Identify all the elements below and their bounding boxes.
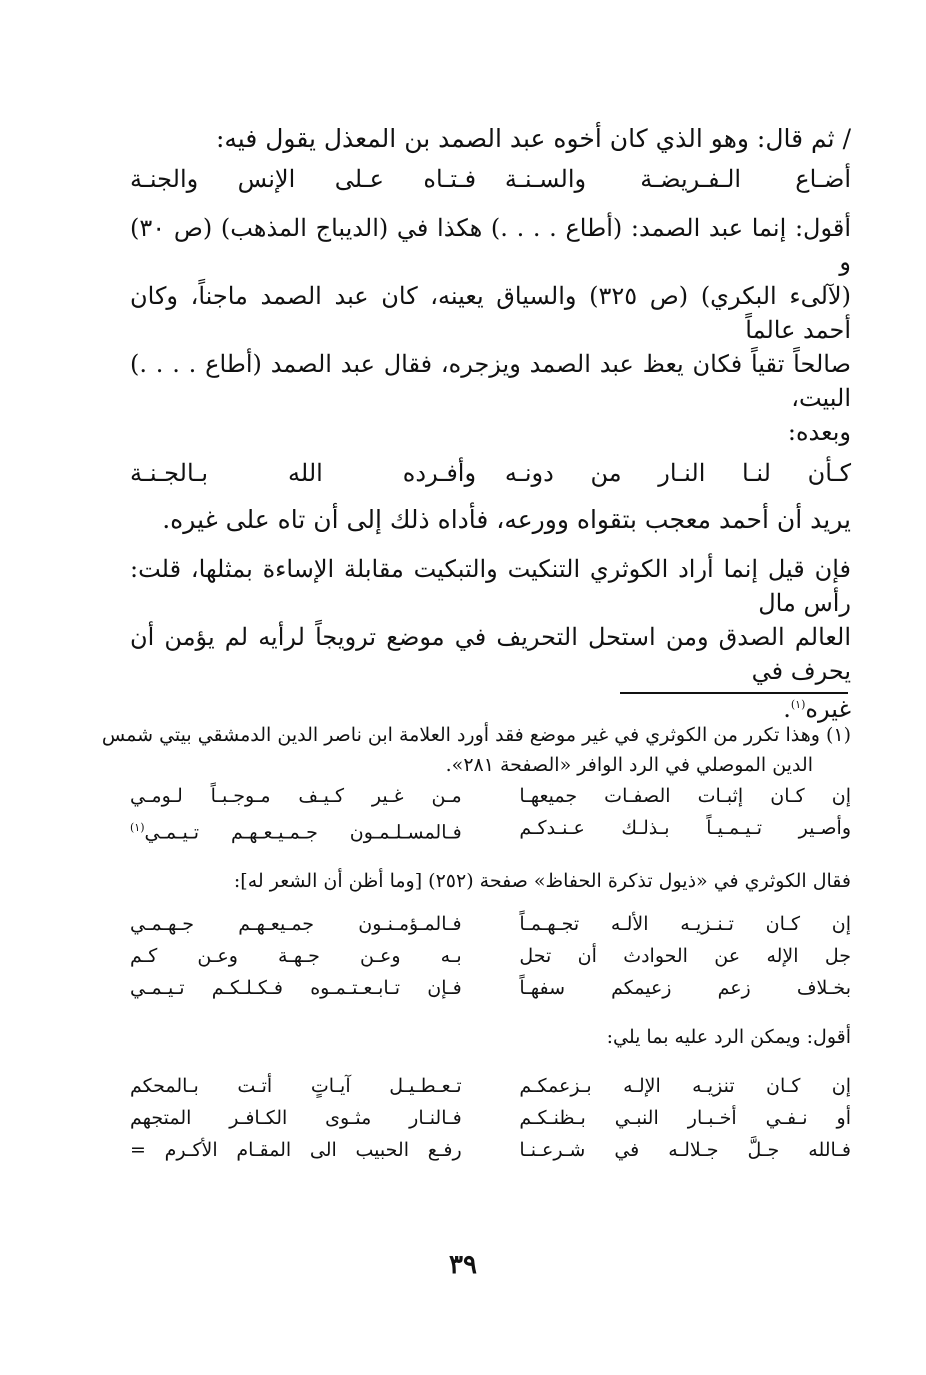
verse-left-hemistich: بـه وعـن جـهـة وعـن كـم: [130, 945, 462, 968]
intro-line: / ثم قال: وهو الذي كان أخوه عبد الصمد بن المعذل يقول فيه:: [215, 124, 851, 153]
verse-left-hemistich: فـالمـؤمـنـون جمـيعـهـم جـهـمـي: [130, 913, 462, 936]
paragraph-line: (لآلىء البكري) (ص ٣٢٥) والسياق يعينه، كان عبد الصمد ماجناً، وكان أحمد عالماً: [130, 282, 851, 344]
verse-right-hemistich: إن كـان تنزيـه الإلـه بـزعمكـم: [519, 1075, 851, 1098]
footnote-line: (١) وهذا تكرر من الكوثري في غير موضع فقد أورد العلامة ابن ناصر الدين الدمشقي بيتي شمس: [101, 724, 851, 746]
paragraph-line: العالم الصدق ومن استحل التحريف في موضع ترويجاً لرأيه لم يؤمن أن يحرف في: [130, 623, 851, 685]
verse-left-hemistich: رفـع الحبيب الى المقـام الأكـرم =: [130, 1139, 462, 1162]
verse-line: [130, 161, 851, 197]
verse-text: فـالمسـلـمـون جـمـيـعـهـم تـيـمـي: [144, 821, 462, 844]
footnote-line: أقول: ويمكن الرد عليه بما يلي:: [606, 1026, 851, 1049]
footnote-verse: [130, 972, 851, 1004]
verse-left-hemistich: وأفـرده الله بـالجـنـة: [130, 459, 477, 487]
paragraph: [130, 211, 851, 449]
footnote-separator: [620, 692, 848, 694]
footnote-verse: [130, 908, 851, 940]
paragraph-text: غيره: [805, 695, 851, 723]
verse-right-hemistich: وأصـير تـيـمـيـاً بـذلـك عـنـدكـم: [519, 817, 851, 839]
verse-left-hemistich: [130, 812, 462, 848]
paragraph: [130, 552, 851, 726]
footnote-marker: (١): [790, 698, 806, 711]
footnote-verse: [130, 940, 851, 972]
paragraph-line: وبعده:: [787, 418, 851, 446]
footnotes-block: [101, 720, 851, 1166]
paragraph-line: صالحاً تقياً فكان يعظ عبد الصمد ويزجره، فقال عبد الصمد (أطاع . . . .) البيت،: [130, 350, 851, 412]
paragraph-line: يريد أن أحمد معجب بتقواه وورعه، فأداه ذلك إلى أن تاه على غيره.: [162, 505, 851, 534]
verse-right-hemistich: إن كـان تـنـزيـه الألـه تجـهـمـاً: [519, 913, 851, 936]
footnote-verse: [130, 1134, 851, 1166]
verse-right-hemistich: أو نـفـي أخـبـار النبـي بـظنـكـم: [519, 1107, 851, 1130]
verse-left-hemistich: فـالنـار مثـوى الكـافـر المتجهم: [130, 1107, 462, 1130]
verse-right-hemistich: أضـاع الـفـريضـة والسـنـة: [504, 165, 851, 193]
footnote-verse: [130, 812, 851, 848]
verse-left-hemistich: تـعـطـيـل آيـاتٍ أتـت بـالمحكم: [130, 1075, 462, 1098]
footnote-line: فقال الكوثري في «ذيول تذكرة الحفاظ» صفحة (٢٥٢) [وما أظن أن الشعر له]:: [233, 870, 851, 893]
paragraph-line: فإن قيل إنما أراد الكوثري التنكيت والتبكيت مقابلة الإساءة بمثلها، قلت: رأس مال: [130, 555, 851, 617]
paragraph-line: أقول: إنما عبد الصمد: (أطاع . . . .) هكذا في (الديباج المذهب) (ص ٣٠) و: [130, 214, 851, 276]
verse-right-hemistich: إن كـان إثبـات الصفـات جميعهـا: [519, 785, 851, 807]
footnote-line: الدين الموصلي في الرد الوافر «الصفحة ٢٨١».: [445, 754, 813, 776]
verse-line: [130, 455, 851, 491]
verse-left-hemistich: فـإن تـابـعـتـمـوه فـكـلـكـم تـيـمـي: [130, 977, 462, 1000]
footnote-marker: (١): [130, 821, 145, 834]
footnote-verse: [130, 780, 851, 812]
verse-left-hemistich: فـتـاه عـلى الإنس والجنـة: [130, 165, 477, 193]
main-text-block: [130, 120, 851, 726]
verse-right-hemistich: جل الإله عن الحوادث أن تحل: [519, 945, 851, 968]
page-number: ٣٩: [449, 1250, 477, 1280]
verse-left-hemistich: مـن غـير كـيـف مـوجـبـاً لـومـي: [130, 785, 462, 807]
verse-right-hemistich: بخـلاف زعم زعيمكم سفهـاً: [519, 977, 851, 1000]
verse-right-hemistich: فـالله جـلَّ جـلالـه في شـرعـنـا: [519, 1139, 851, 1162]
footnote-verse: [130, 1102, 851, 1134]
footnote-verse: [130, 1070, 851, 1102]
verse-right-hemistich: كـأن لنـا النـار من دونـه: [504, 459, 851, 487]
paragraph-end-punctuation: .: [783, 695, 791, 723]
